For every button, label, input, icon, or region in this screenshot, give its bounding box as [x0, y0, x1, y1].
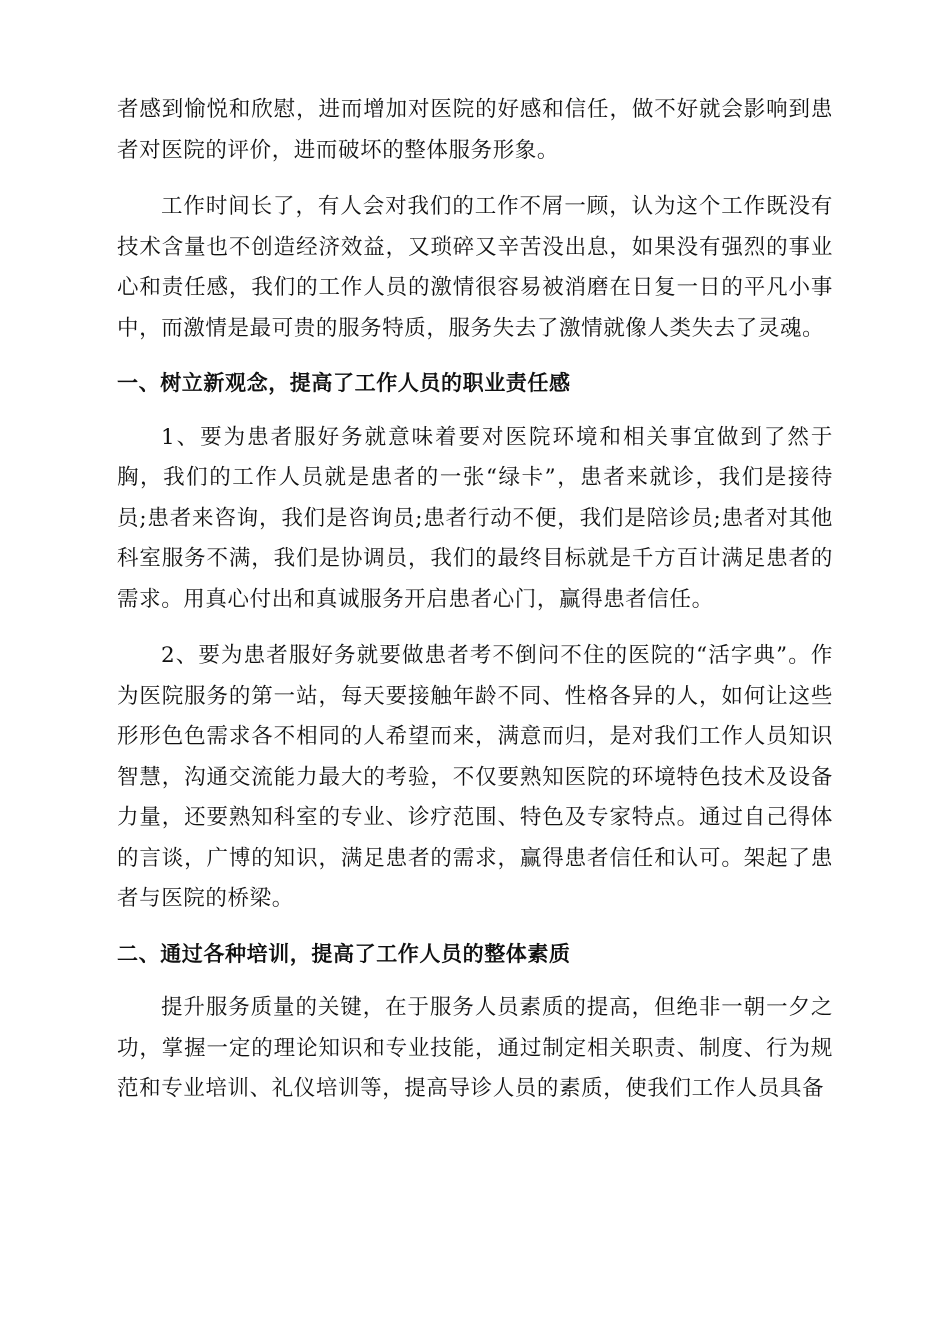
section-heading-2: 二、通过各种培训，提高了工作人员的整体素质 — [117, 941, 571, 966]
section-heading-1: 一、树立新观念，提高了工作人员的职业责任感 — [117, 371, 571, 395]
document-page — [117, 90, 833, 1110]
paragraph-work-attitude: 工作时间长了，有人会对我们的工作不屑一顾，认为这个工作既没有技术含量也不创造经济效益，又琐碎又辛苦没出息，如果没有强烈的事业心和责任感，我们的工作人员的激情很容易被消磨在日复一日的平凡小事中，而激情是最可贵的服务特质，服务失去了激情就像人类失去了灵魂。 — [117, 194, 833, 341]
paragraph-point-2: 2、要为患者服好务就要做患者考不倒问不住的医院的“活字典”。作为医院服务的第一站，每天要接触年龄不同、性格各异的人，如何让这些形形色色需求各不相同的人希望而来，满意而归，是对我们工作人员知识智慧，沟通交流能力最大的考验，不仅要熟知医院的环境特色技术及设备力量，还要熟知科室的专业、诊疗范围、特色及专家特点。通过自己得体的言谈，广博的知识，满足患者的需求，赢得患者信任和认可。架起了患者与医院的桥梁。 — [117, 643, 833, 911]
paragraph-training: 提升服务质量的关键，在于服务人员素质的提高，但绝非一朝一夕之功，掌握一定的理论知识和专业技能，通过制定相关职责、制度、行为规范和专业培训、礼仪培训等，提高导诊人员的素质，使我们工作人员具备 — [117, 995, 833, 1101]
paragraph-continuation: 者感到愉悦和欣慰，进而增加对医院的好感和信任，做不好就会影响到患者对医院的评价，进而破坏的整体服务形象。 — [117, 97, 833, 163]
paragraph-point-1: 1、要为患者服好务就意味着要对医院环境和相关事宜做到了然于胸，我们的工作人员就是患者的一张“绿卡”，患者来就诊，我们是接待员;患者来咨询，我们是咨询员;患者行动不便，我们是陪诊员;患者对其他科室服务不满，我们是协调员，我们的最终目标就是千方百计满足患者的需求。用真心付出和真诚服务开启患者心门，赢得患者信任。 — [117, 424, 833, 612]
